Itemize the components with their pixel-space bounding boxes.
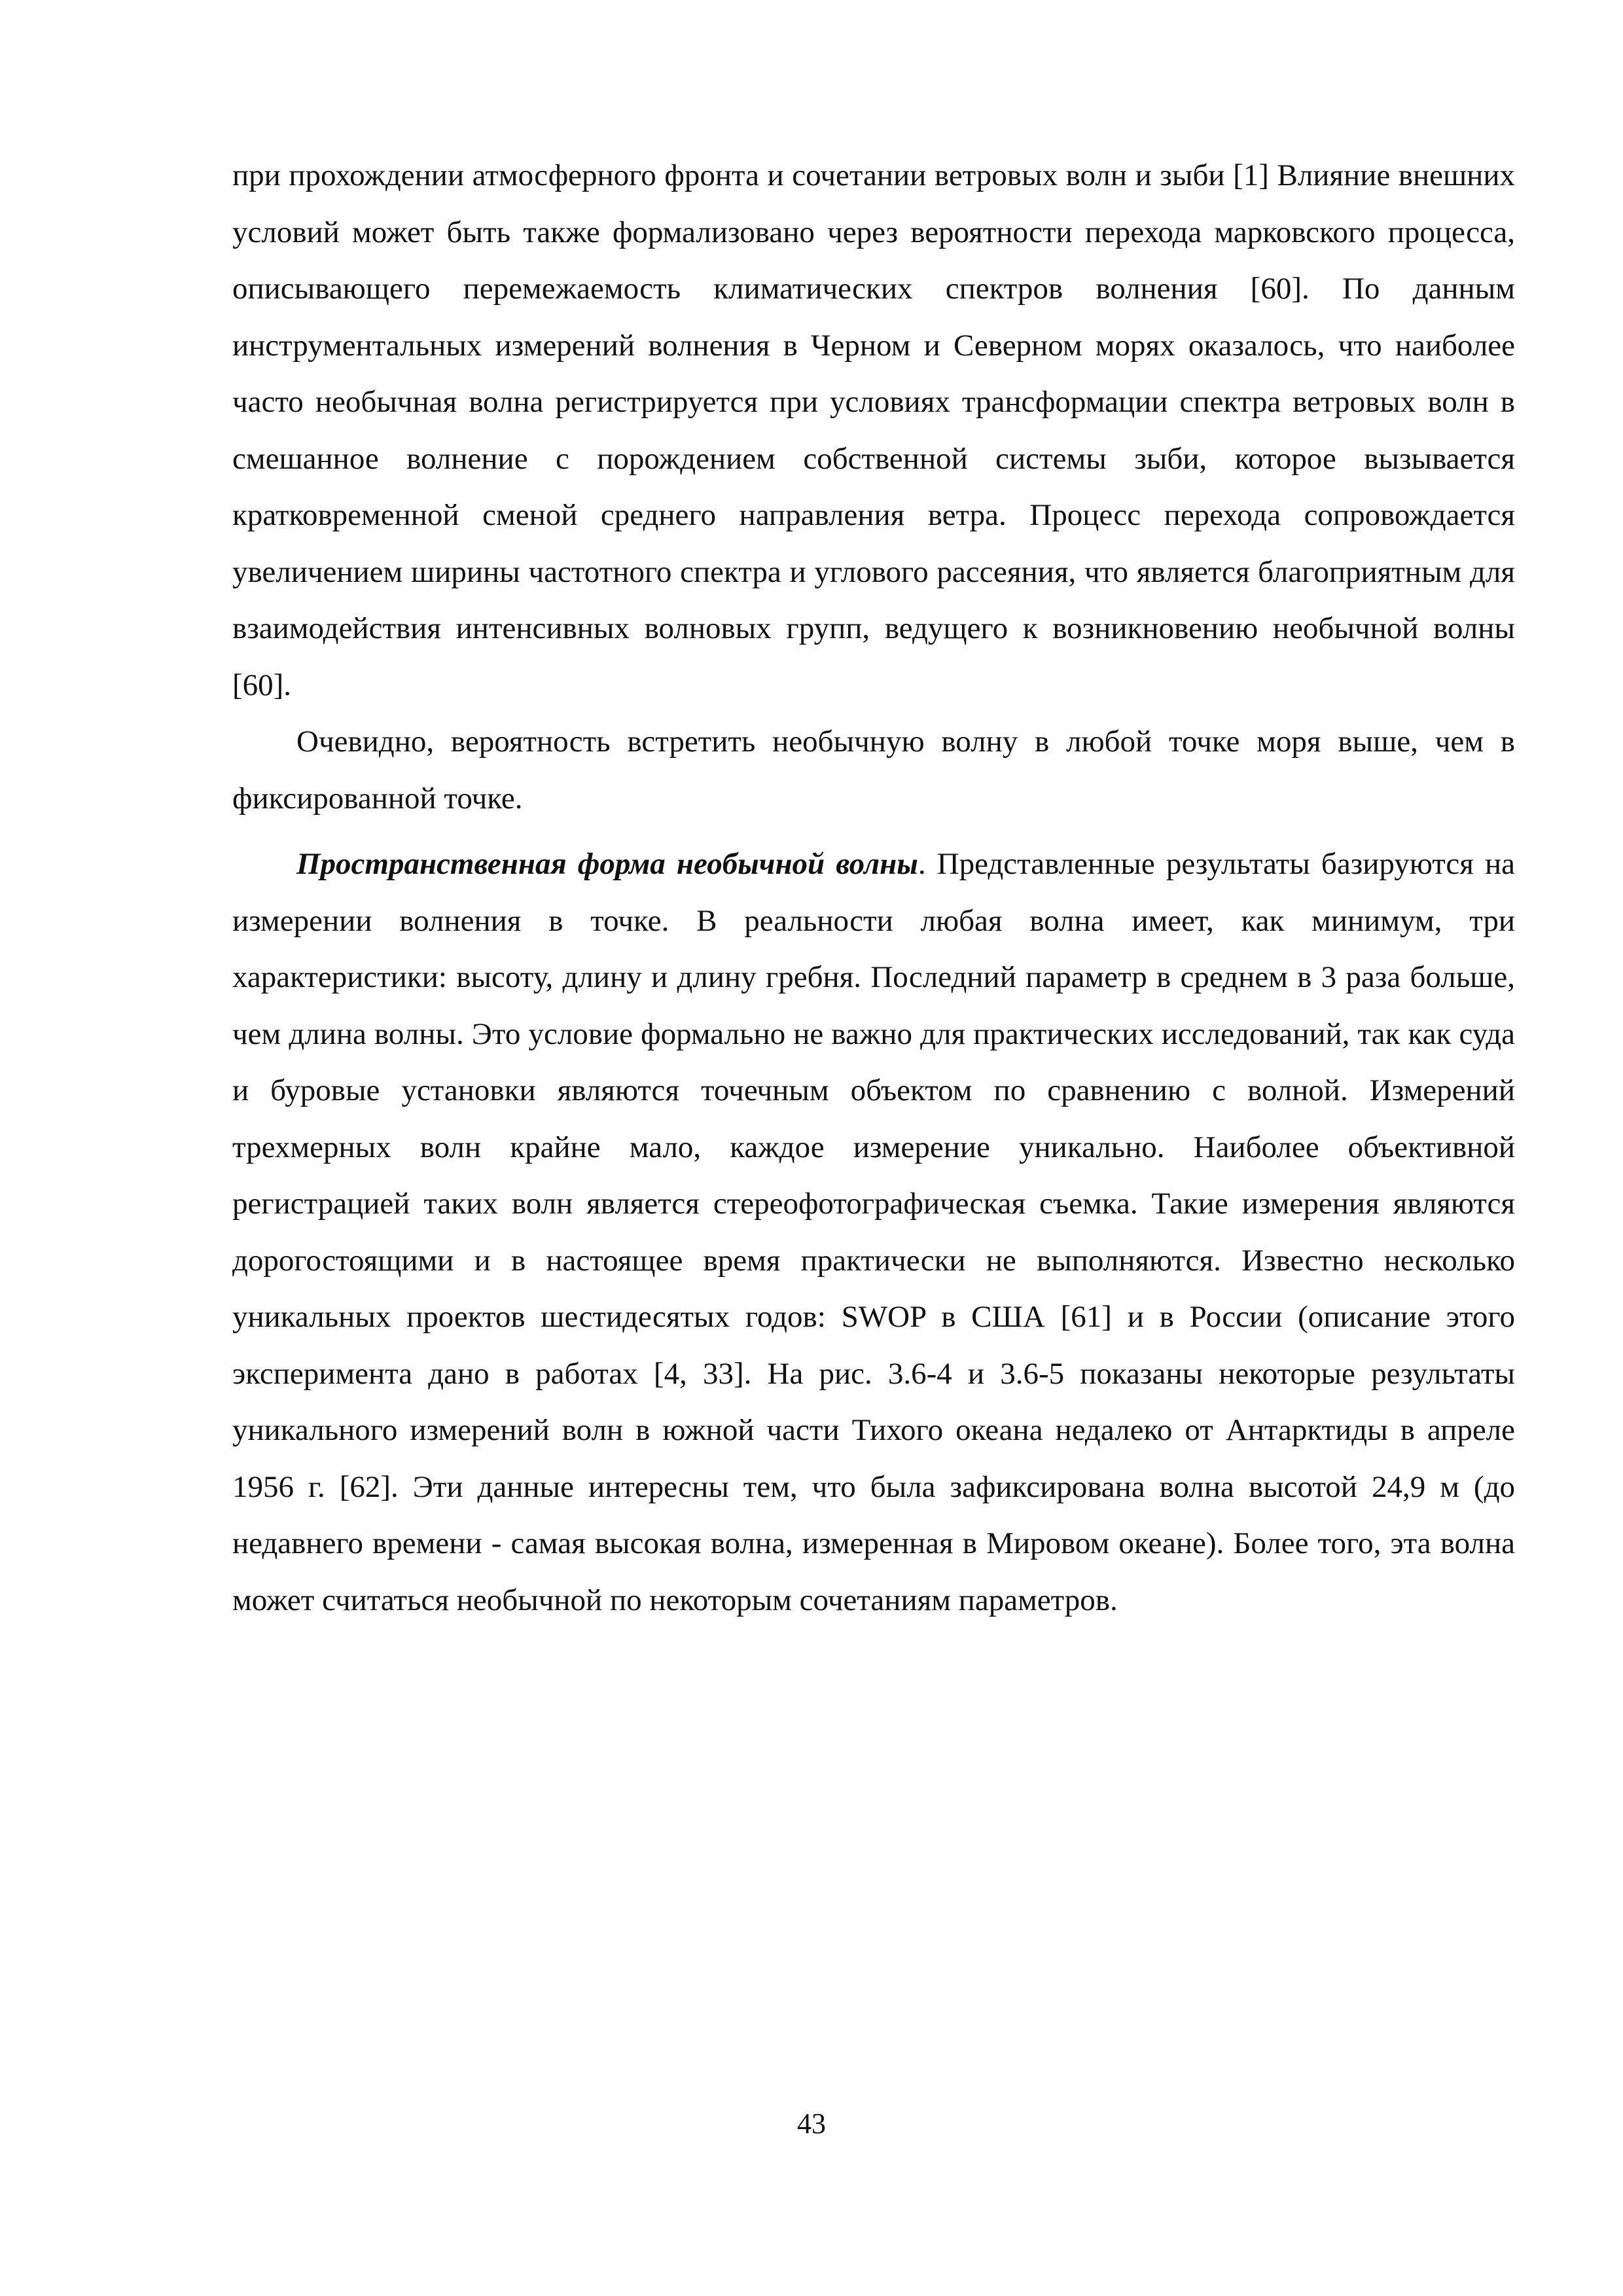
page-number: 43 <box>797 2108 826 2140</box>
paragraph-spatial-form <box>232 836 1515 1628</box>
paragraph-text: при прохождении атмосферного фронта и сочетании ветровых волн и зыби [1] Влияние внешних условий может быть также формализовано через вероятности перехода марковского процесса, описывающего перемежаемость климатических спектров волнения [60]. По данным инструментальных измерений волнения в Черном и Северном морях оказалось, что наиболее часто необычная волна регистрируется при условиях трансформации спектра ветровых волн в смешанное волнение с порождением собственной системы зыби, которое вызывается кратковременной сменой среднего направления ветра. Процесс перехода сопровождается увеличением ширины частотного спектра и углового рассеяния, что является благоприятным для взаимодействия интенсивных волновых групп, ведущего к возникновению необычной волны [60]. <box>232 158 1515 702</box>
body-text <box>232 147 1515 1628</box>
paragraph-probability <box>232 713 1515 827</box>
section-heading: Пространственная форма необычной волны <box>296 847 918 881</box>
heading-punctuation: . <box>918 847 926 881</box>
paragraph-text: Представленные результаты базируются на измерении волнения в точке. В реальности любая волна имеет, как минимум, три характеристики: высоту, длину и длину гребня. Последний параметр в среднем в 3 раза больше, чем длина волны. Это условие формально не важно для практических исследований, так как суда и буровые установки являются точечным объектом по сравнению с волной. Измерений трехмерных волн крайне мало, каждое измерение уникально. Наиболее объективной регистрацией таких волн является стереофотографическая съемка. Такие измерения являются дорогостоящими и в настоящее время практически не выполняются. Известно несколько уникальных проектов шестидесятых годов: SWOP в США [61] и в России (описание этого эксперимента дано в работах [4, 33]. На рис. 3.6-4 и 3.6-5 показаны некоторые результаты уникального измерений волн в южной части Тихого океана недалеко от Антарктиды в апреле 1956 г. [62]. Эти данные интересны тем, что была зафиксирована волна высотой 24,9 м (до недавнего времени - самая высокая волна, измеренная в Мировом океане). Более того, эта волна может считаться необычной по некоторым сочетаниям параметров. <box>232 847 1515 1617</box>
paragraph-text: Очевидно, вероятность встретить необычную волну в любой точке моря выше, чем в фиксированной точке. <box>232 725 1515 816</box>
paragraph-wave-conditions <box>232 147 1515 713</box>
